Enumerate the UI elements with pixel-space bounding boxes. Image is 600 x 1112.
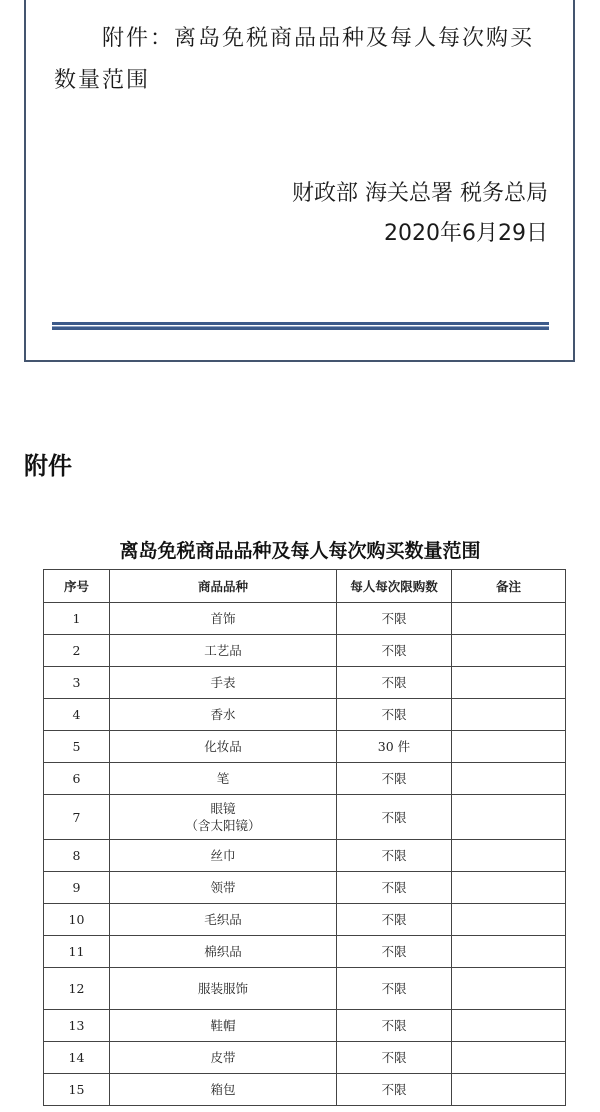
row-item [110, 1010, 337, 1042]
row-limit: 不限 [337, 1042, 452, 1074]
row-item [110, 635, 337, 667]
row-limit: 不限 [337, 904, 452, 936]
table-title: 离岛免税商品品种及每人每次购买数量范围 [119, 540, 481, 562]
row-limit: 不限 [337, 763, 452, 795]
table-row [44, 667, 566, 699]
table-row [44, 699, 566, 731]
row-item-name: 鞋帽 [210, 1018, 236, 1033]
row-item [110, 904, 337, 936]
row-limit: 不限 [337, 968, 452, 1010]
row-no: 9 [44, 872, 110, 904]
row-limit: 30 件 [337, 731, 452, 763]
table-row [44, 936, 566, 968]
row-no: 8 [44, 840, 110, 872]
row-item-name: 工艺品 [204, 643, 242, 658]
row-no: 1 [44, 603, 110, 635]
issuing-authorities: 财政部 海关总署 税务总局 [292, 181, 548, 206]
row-limit: 不限 [337, 872, 452, 904]
row-no: 2 [44, 635, 110, 667]
row-limit: 不限 [337, 1074, 452, 1106]
row-item-name: 领带 [210, 880, 236, 895]
row-no: 15 [44, 1074, 110, 1106]
row-item [110, 1042, 337, 1074]
row-item-name: 眼镜 [210, 801, 236, 816]
row-item [110, 840, 337, 872]
row-no: 5 [44, 731, 110, 763]
goods-table [43, 569, 566, 1106]
row-item [110, 667, 337, 699]
row-no: 13 [44, 1010, 110, 1042]
table-row [44, 1010, 566, 1042]
row-no: 3 [44, 667, 110, 699]
table-row [44, 904, 566, 936]
row-limit: 不限 [337, 603, 452, 635]
row-note [452, 699, 566, 731]
row-no: 7 [44, 795, 110, 840]
row-note [452, 904, 566, 936]
row-item [110, 731, 337, 763]
table-header-row [44, 570, 566, 603]
header-note: 备注 [452, 570, 566, 603]
row-no: 10 [44, 904, 110, 936]
row-note [452, 731, 566, 763]
row-no: 6 [44, 763, 110, 795]
row-item [110, 699, 337, 731]
notice-box [24, 0, 575, 362]
row-item-name: 首饰 [210, 611, 236, 626]
row-item [110, 872, 337, 904]
row-item [110, 603, 337, 635]
row-item-note: （含太阳镜） [185, 818, 261, 833]
row-item-name: 手表 [210, 675, 236, 690]
row-item-name: 香水 [210, 707, 236, 722]
row-item-name: 化妆品 [204, 739, 242, 754]
table-row [44, 795, 566, 840]
table-row [44, 731, 566, 763]
row-note [452, 635, 566, 667]
row-item-name: 皮带 [210, 1050, 236, 1065]
section-heading: 附件 [24, 452, 72, 480]
row-note [452, 667, 566, 699]
row-item-name: 箱包 [210, 1082, 236, 1097]
double-rule-divider [52, 322, 549, 330]
row-limit: 不限 [337, 936, 452, 968]
table-row [44, 763, 566, 795]
row-note [452, 795, 566, 840]
row-item-name: 笔 [216, 771, 230, 786]
row-note [452, 1042, 566, 1074]
row-limit: 不限 [337, 667, 452, 699]
row-note [452, 763, 566, 795]
table-row [44, 1042, 566, 1074]
issue-date: 2020年6月29日 [384, 221, 548, 246]
header-item: 商品品种 [110, 570, 337, 603]
row-limit: 不限 [337, 635, 452, 667]
row-item [110, 763, 337, 795]
row-note [452, 872, 566, 904]
row-no: 11 [44, 936, 110, 968]
row-note [452, 603, 566, 635]
row-limit: 不限 [337, 1010, 452, 1042]
row-no: 4 [44, 699, 110, 731]
row-item [110, 936, 337, 968]
header-limit: 每人每次限购数 [337, 570, 452, 603]
row-item-name: 服装服饰 [197, 981, 248, 996]
row-item-name: 丝巾 [210, 848, 236, 863]
row-no: 12 [44, 968, 110, 1010]
table-row [44, 840, 566, 872]
table-row [44, 603, 566, 635]
row-item [110, 1074, 337, 1106]
row-item-name: 棉织品 [204, 944, 242, 959]
row-item [110, 795, 337, 840]
row-no: 14 [44, 1042, 110, 1074]
row-limit: 不限 [337, 840, 452, 872]
row-note [452, 1074, 566, 1106]
row-note [452, 936, 566, 968]
row-note [452, 1010, 566, 1042]
attachment-line: 附件：离岛免税商品品种及每人每次购买数量范围 [54, 26, 535, 93]
table-row [44, 1074, 566, 1106]
table-row [44, 968, 566, 1010]
row-note [452, 968, 566, 1010]
row-item [110, 968, 337, 1010]
row-limit: 不限 [337, 795, 452, 840]
row-note [452, 840, 566, 872]
header-no: 序号 [44, 570, 110, 603]
table-row [44, 872, 566, 904]
row-limit: 不限 [337, 699, 452, 731]
row-item-name: 毛织品 [204, 912, 242, 927]
table-row [44, 635, 566, 667]
